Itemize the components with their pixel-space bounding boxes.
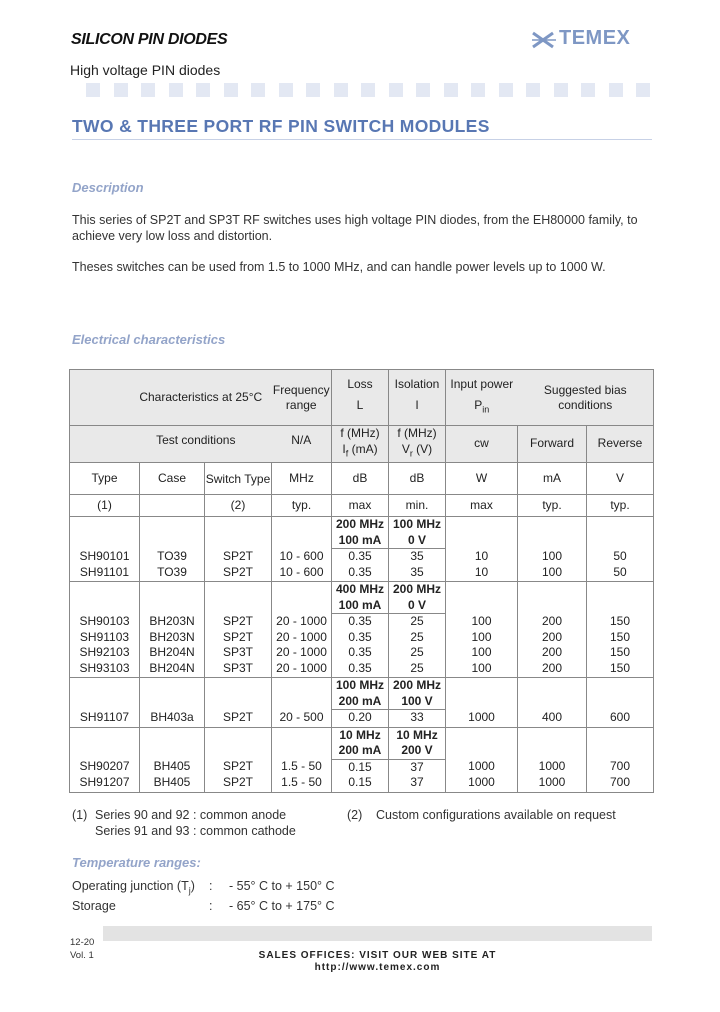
empty-cell [518,582,587,614]
table-cell: BH405 [140,775,205,792]
empty-cell [446,678,518,710]
table-cell: 1.5 - 50 [272,775,332,792]
op-label-close: ) [190,879,195,893]
test-conditions-row [70,426,654,463]
table-cell: 0.15 [332,775,389,792]
table-cell: SH93103 [70,661,140,678]
table-cell: SP2T [205,775,272,792]
operating-junction-value: - 55° C to + 150° C [229,879,335,893]
table-row [70,710,654,728]
characteristics-header: Characteristics at 25°C [70,370,272,426]
temperature-heading: Temperature ranges: [72,855,201,870]
decorative-square [499,83,513,97]
sales-offices-text: SALES OFFICES: VISIT OUR WEB SITE AT [258,950,497,961]
condition-line: 10 MHz [396,727,438,742]
condition-line: 200 MHz [393,678,442,692]
table-cell: 1000 [518,775,587,792]
decorative-square [169,83,183,97]
condition-line: 0 V [408,532,427,547]
table-cell: SP2T [205,630,272,646]
table-cell: SH91207 [70,775,140,792]
table-cell: 150 [587,645,654,661]
limits-row [70,495,654,517]
condition-line: 100 mA [338,597,382,612]
condition-line: 200 mA [338,743,382,757]
empty-cell [205,678,272,710]
loss-tc-unit: (mA) [348,441,378,456]
brand-mark-icon [531,28,557,52]
empty-cell [587,678,654,710]
table-cell: SP2T [205,549,272,565]
empty-cell [272,678,332,710]
op-label-subscript: j [188,885,191,896]
unit-cell: dB [389,463,446,495]
condition-row [70,727,654,759]
decorative-square [471,83,485,97]
table-cell: 1000 [446,759,518,775]
empty-cell [446,582,518,614]
table-cell: 100 [446,614,518,630]
loss-tc-current [332,442,388,462]
limit-cell: (1) [70,495,140,517]
empty-cell [140,678,205,710]
limit-cell: typ. [587,495,654,517]
empty-cell [140,517,205,549]
table-row [70,759,654,775]
table-cell: 50 [587,565,654,582]
table-cell: 700 [587,775,654,792]
loss-tc-subscript: f [345,448,349,459]
table-row [70,614,654,630]
table-cell: SP2T [205,614,272,630]
empty-cell [272,727,332,759]
table-cell: 150 [587,661,654,678]
decorative-square [86,83,100,97]
frequency-header: Frequency range [272,370,332,426]
loss-condition-cell [332,517,389,549]
table-cell: BH203N [140,630,205,646]
table-cell: 35 [389,549,446,565]
table-cell: 200 [518,630,587,646]
table-cell: SH91107 [70,710,140,728]
table-cell: 20 - 1000 [272,661,332,678]
loss-condition-cell [332,727,389,759]
table-row [70,661,654,678]
condition-line: 10 MHz [339,727,381,742]
iso-tc-subscript: r [409,448,413,459]
condition-line: 200 MHz [393,582,442,596]
empty-cell [518,678,587,710]
unit-cell: Type [70,463,140,495]
isolation-condition-cell [389,517,446,549]
storage-value: - 65° C to + 175° C [229,899,335,913]
loss-condition-cell [332,582,389,614]
table-cell: 0.35 [332,645,389,661]
table-cell: 100 [518,565,587,582]
decorative-square [581,83,595,97]
table-cell: 200 [518,614,587,630]
note-2-marker: (2) [347,808,363,822]
table-cell: 0.35 [332,661,389,678]
table-cell: 200 [518,645,587,661]
table-row [70,565,654,582]
unit-cell: MHz [272,463,332,495]
empty-cell [587,517,654,549]
table-cell: 1000 [518,759,587,775]
empty-cell [205,582,272,614]
table-cell: SH92103 [70,645,140,661]
iso-tc-voltage [389,442,445,462]
decorative-square [141,83,155,97]
table-cell: 600 [587,710,654,728]
decorative-square [444,83,458,97]
table-cell: SP2T [205,759,272,775]
limit-cell [140,495,205,517]
page-code: 12-20 [70,937,95,948]
decorative-square [526,83,540,97]
storage-label: Storage [72,899,116,913]
table-cell: SH90103 [70,614,140,630]
condition-line: 100 MHz [336,678,385,692]
bias-forward-label: Forward [518,426,587,463]
table-cell: 20 - 1000 [272,645,332,661]
table-cell: SP3T [205,661,272,678]
power-subscript: in [482,403,490,414]
table-cell: 10 - 600 [272,565,332,582]
electrical-characteristics-table [69,369,654,793]
table-cell: 50 [587,549,654,565]
input-power-label: Input power [450,377,514,391]
table-cell: BH203N [140,614,205,630]
limit-cell: (2) [205,495,272,517]
brand-logo [531,28,655,52]
description-heading: Description [72,180,144,195]
table-cell: 25 [389,614,446,630]
loss-tc-frequency: f (MHz) [340,426,380,441]
table-cell: TO39 [140,549,205,565]
decorative-square [609,83,623,97]
isolation-condition-cell [389,582,446,614]
table-cell: 10 [446,549,518,565]
decorative-square [251,83,265,97]
empty-cell [587,582,654,614]
empty-cell [140,727,205,759]
table-cell: 25 [389,645,446,661]
loss-test-condition [332,426,389,463]
condition-line: 100 V [401,693,433,708]
decorative-square [224,83,238,97]
table-cell: 0.35 [332,630,389,646]
table-cell: SP3T [205,645,272,661]
condition-line: 200 mA [338,693,382,708]
power-symbol: P [474,397,483,412]
unit-cell: V [587,463,654,495]
iso-tc-symbol: V [401,441,410,456]
empty-cell [518,517,587,549]
input-power-header [446,370,518,426]
table-cell: BH405 [140,759,205,775]
isolation-header [389,370,446,426]
operating-junction-colon: : [209,879,213,893]
decorative-square [636,83,650,97]
limit-cell: max [446,495,518,517]
power-test-condition: cw [446,426,518,463]
decorative-square [361,83,375,97]
table-row [70,630,654,646]
loss-header [332,370,389,426]
test-conditions-na: N/A [272,426,332,463]
bias-header: Suggested bias conditions [518,370,654,426]
table-cell: SH91103 [70,630,140,646]
limit-cell: min. [389,495,446,517]
unit-cell: dB [332,463,389,495]
title-divider [72,139,652,140]
table-cell: SP2T [205,565,272,582]
storage-colon: : [209,899,213,913]
note-1-marker: (1) [72,808,88,822]
empty-cell [205,517,272,549]
table-cell: 1000 [446,710,518,728]
table-cell: 37 [389,775,446,792]
condition-line: 200 V [401,743,433,757]
table-cell: 0.20 [332,710,389,728]
table-cell: 1000 [446,775,518,792]
empty-cell [518,727,587,759]
empty-cell [446,517,518,549]
table-cell: 700 [587,759,654,775]
table-cell: 0.35 [332,565,389,582]
table-cell: 200 [518,661,587,678]
decorative-square [196,83,210,97]
table-cell: 37 [389,759,446,775]
limit-cell: typ. [272,495,332,517]
limit-cell: max [332,495,389,517]
table-cell: 1.5 - 50 [272,759,332,775]
category-title: SILICON PIN DIODES [71,31,228,48]
units-row [70,463,654,495]
condition-line: 200 MHz [336,517,385,531]
condition-line: 100 mA [338,532,382,547]
table-cell: SH90101 [70,549,140,565]
description-paragraph-2: Theses switches can be used from 1.5 to 1000 MHz, and can handle power levels up to 1000 W. [72,260,606,274]
unit-cell: Switch Type [205,463,272,495]
table-cell: SH91101 [70,565,140,582]
table-cell: 0.35 [332,549,389,565]
condition-row [70,517,654,549]
loss-header-label: Loss [347,377,373,391]
table-cell: 20 - 1000 [272,614,332,630]
table-cell: 100 [518,549,587,565]
table-cell: SH90207 [70,759,140,775]
table-cell: 0.35 [332,614,389,630]
decorative-squares [86,83,656,97]
table-cell: BH204N [140,645,205,661]
unit-cell: mA [518,463,587,495]
empty-cell [446,727,518,759]
isolation-symbol: I [415,397,419,412]
header-row [70,370,654,426]
table-cell: 35 [389,565,446,582]
note-2-text: Custom configurations available on request [376,808,616,822]
table-cell: 10 - 600 [272,549,332,565]
condition-row [70,678,654,710]
isolation-header-label: Isolation [394,377,440,391]
condition-line: 100 MHz [393,517,442,531]
page-title: TWO & THREE PORT RF PIN SWITCH MODULES [72,116,490,136]
decorative-square [279,83,293,97]
electrical-heading: Electrical characteristics [72,332,226,347]
table-cell: 400 [518,710,587,728]
empty-cell [70,727,140,759]
table-cell: SP2T [205,710,272,728]
loss-condition-cell [332,678,389,710]
subtitle: High voltage PIN diodes [70,62,221,78]
condition-row [70,582,654,614]
isolation-condition-cell [389,727,446,759]
table-cell: BH204N [140,661,205,678]
table-body [70,517,654,793]
brand-name: TEMEX [559,27,631,49]
input-power-symbol [446,398,518,418]
isolation-test-condition [389,426,446,463]
table-cell: 20 - 1000 [272,630,332,646]
decorative-square [389,83,403,97]
table-cell: TO39 [140,565,205,582]
decorative-square [554,83,568,97]
empty-cell [272,582,332,614]
table-cell: BH403a [140,710,205,728]
table-cell: 100 [446,630,518,646]
empty-cell [140,582,205,614]
table-cell: 150 [587,614,654,630]
condition-line: 0 V [408,597,427,612]
decorative-square [114,83,128,97]
empty-cell [205,727,272,759]
op-label-text: Operating junction (T [72,879,189,893]
unit-cell: Case [140,463,205,495]
loss-symbol: L [356,397,364,412]
isolation-condition-cell [389,678,446,710]
decorative-square [306,83,320,97]
table-cell: 20 - 500 [272,710,332,728]
empty-cell [70,582,140,614]
table-row [70,645,654,661]
table-cell: 33 [389,710,446,728]
decorative-square [416,83,430,97]
test-conditions-label: Test conditions [70,426,272,463]
iso-tc-frequency: f (MHz) [397,426,437,441]
table-cell: 100 [446,645,518,661]
table-cell: 0.15 [332,759,389,775]
website-link[interactable]: http://www.temex.com [314,962,441,973]
limit-cell: typ. [518,495,587,517]
empty-cell [70,678,140,710]
empty-cell [272,517,332,549]
table-cell: 25 [389,630,446,646]
description-paragraph-1: This series of SP2T and SP3T RF switches uses high voltage PIN diodes, from the EH80000 family, to achieve very low loss and distortion. [72,213,638,243]
loss-tc-symbol: I [342,441,346,456]
note-1-line-2: Series 91 and 93 : common cathode [95,824,296,838]
table-cell: 10 [446,565,518,582]
footer-bar [103,926,652,941]
condition-line: 400 MHz [336,582,385,596]
empty-cell [587,727,654,759]
empty-cell [70,517,140,549]
table-row [70,549,654,565]
table-row [70,775,654,792]
table-cell: 100 [446,661,518,678]
unit-cell: W [446,463,518,495]
note-1-line-1: Series 90 and 92 : common anode [95,808,287,822]
table-cell: 25 [389,661,446,678]
operating-junction-label [72,879,195,896]
iso-tc-unit: (V) [412,441,433,456]
table-cell: 150 [587,630,654,646]
bias-reverse-label: Reverse [587,426,654,463]
volume-label: Vol. 1 [70,950,94,961]
decorative-square [334,83,348,97]
